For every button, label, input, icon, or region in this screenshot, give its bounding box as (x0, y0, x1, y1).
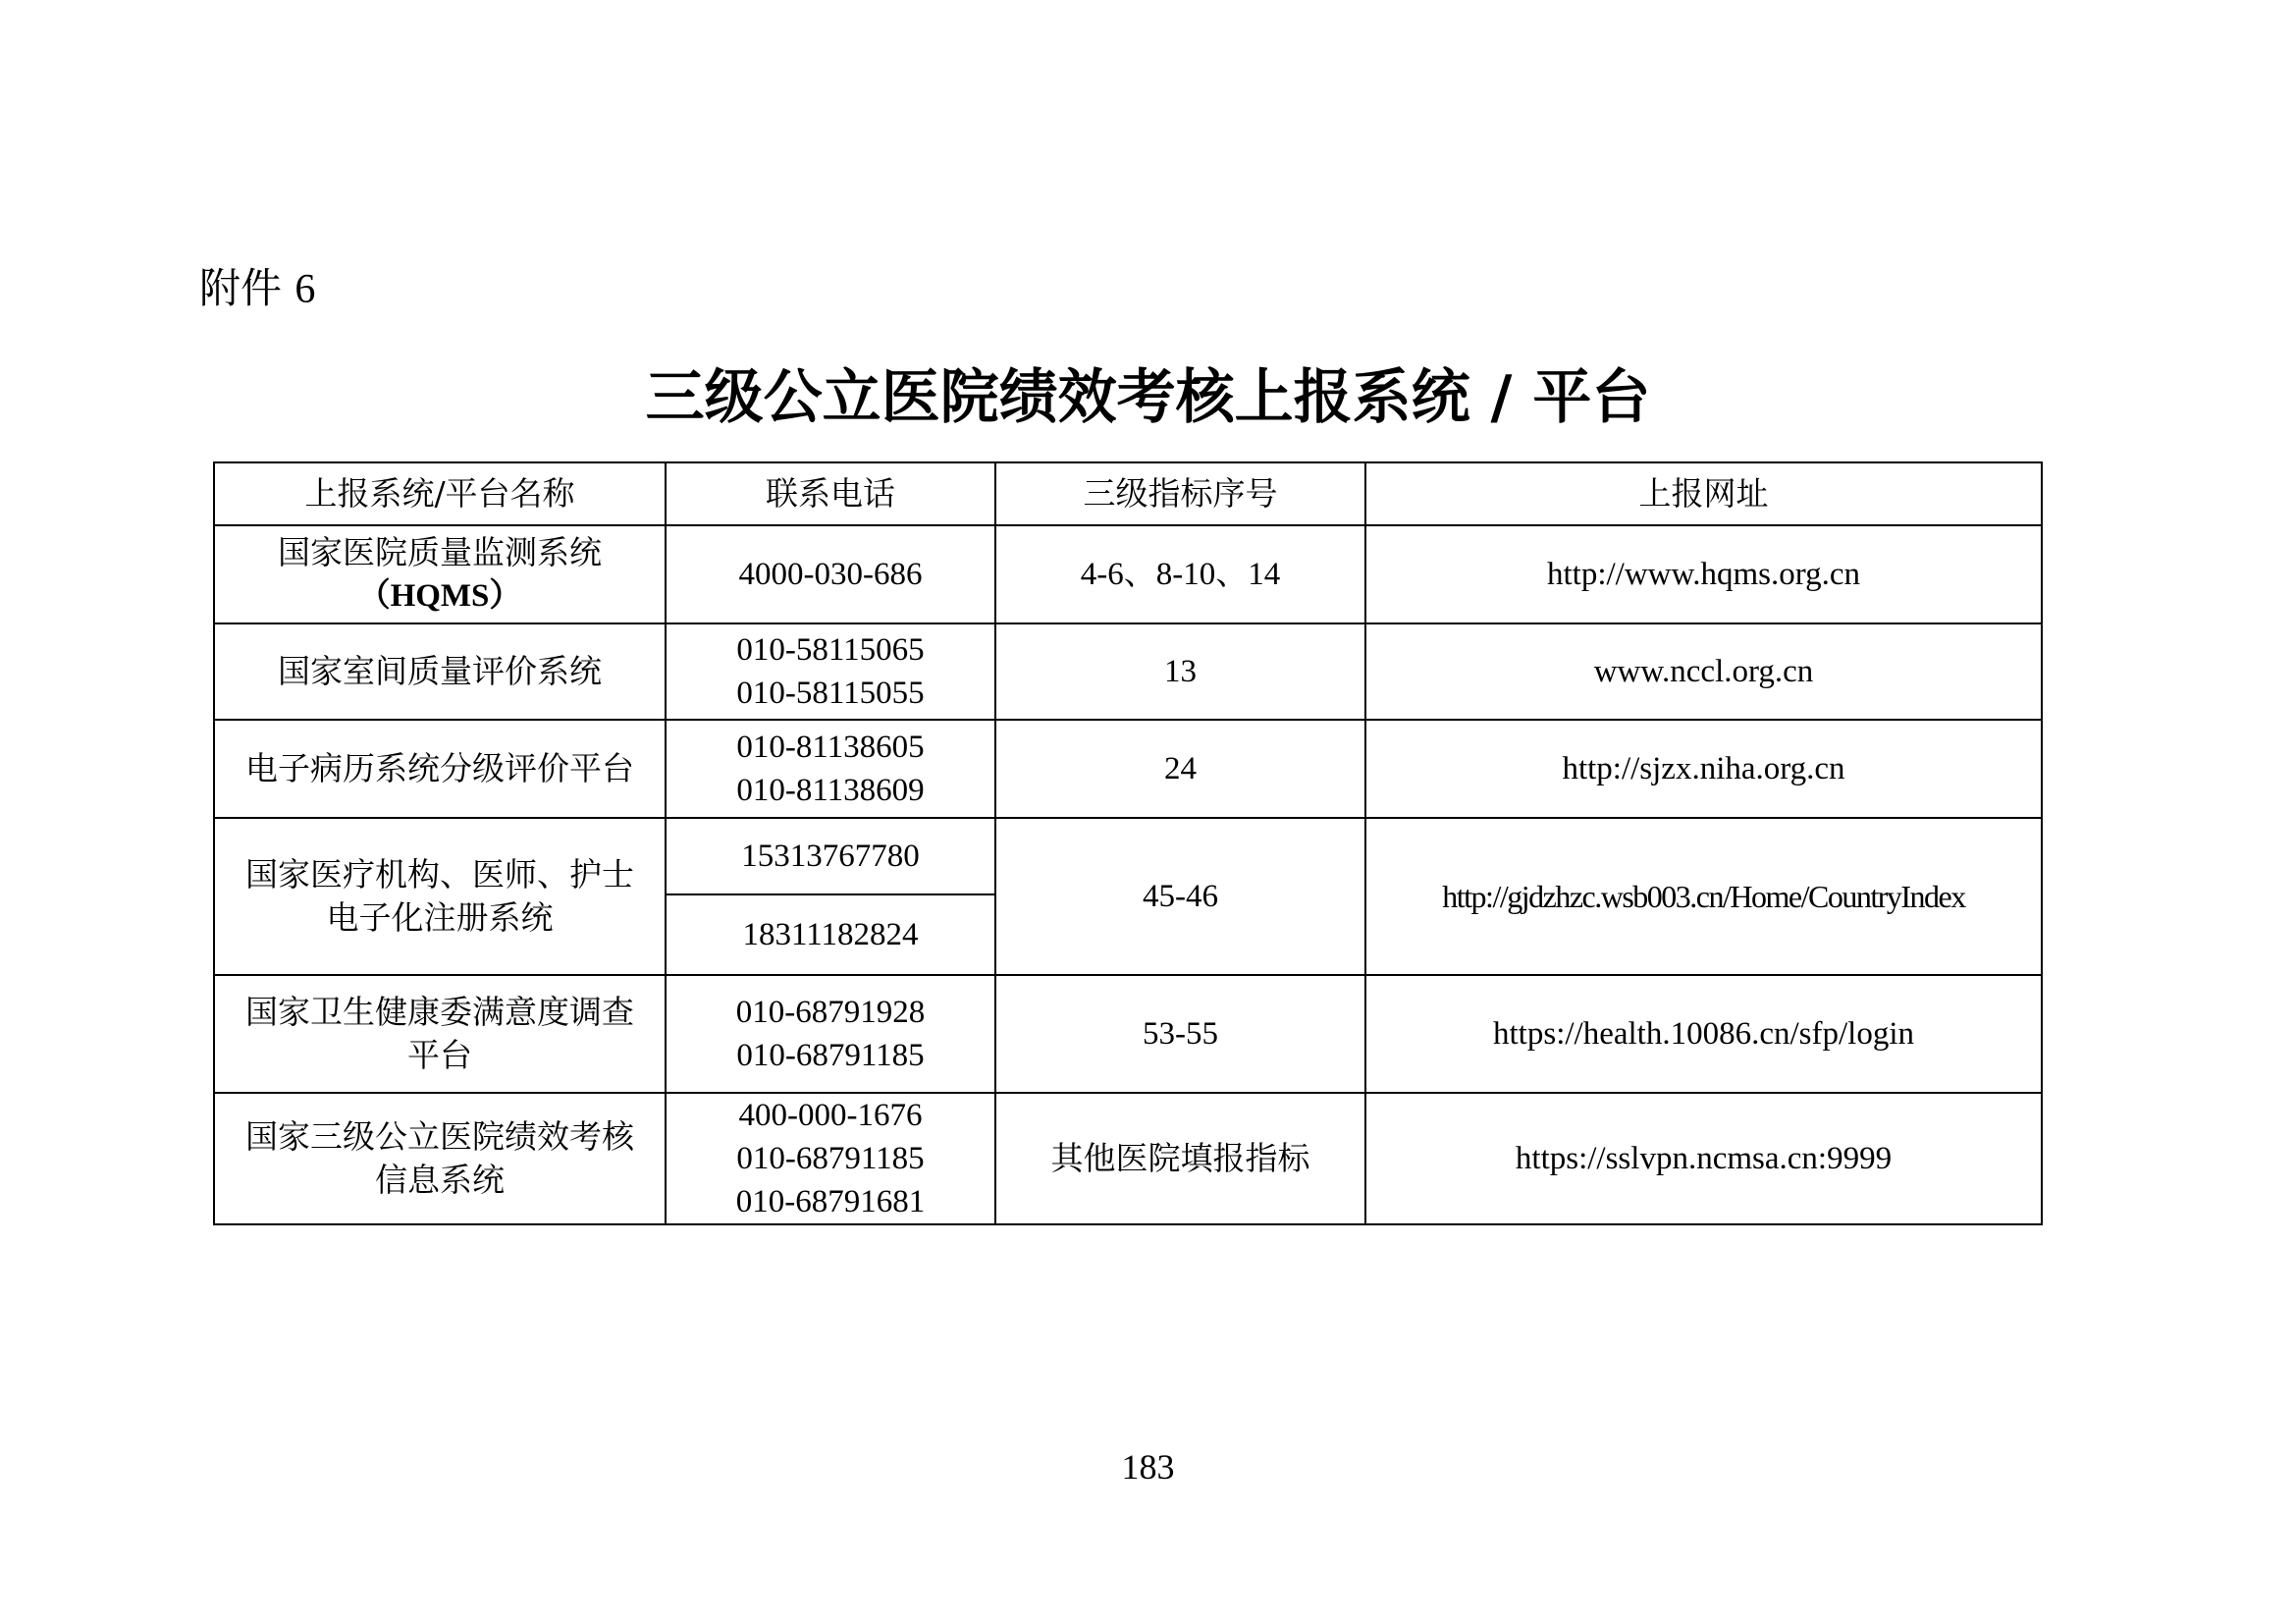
page-number: 183 (1121, 1447, 1175, 1487)
report-url-link[interactable]: https://health.10086.cn/sfp/login (1365, 975, 2042, 1093)
indicator-index-cell: 45-46 (995, 818, 1365, 975)
report-url-link[interactable]: http://www.hqms.org.cn (1365, 525, 2042, 623)
header-system-name: 上报系统/平台名称 (214, 462, 666, 525)
document-title: 三级公立医院绩效考核上报系统 / 平台 (645, 363, 1651, 432)
phone-number: 010-81138609 (736, 773, 925, 808)
report-url-link[interactable]: https://sslvpn.ncmsa.cn:9999 (1365, 1093, 2042, 1224)
system-name-cell (214, 1093, 666, 1224)
phone-number: 010-58115055 (736, 676, 925, 711)
system-name-line: 国家卫生健康委满意度调查 (245, 993, 634, 1031)
table-row (214, 623, 2042, 720)
phone-cell (666, 525, 995, 623)
phone-number: 010-68791681 (735, 1184, 926, 1219)
attachment-number: 6 (294, 267, 316, 312)
phone-number: 010-58115065 (736, 632, 925, 668)
phone-number: 010-68791185 (736, 1038, 925, 1073)
system-name-line: 电子化注册系统 (326, 898, 554, 937)
attachment-text: 附件 (199, 264, 283, 312)
table-header-row (214, 462, 2042, 525)
indicator-index-cell: 其他医院填报指标 (995, 1093, 1365, 1224)
indicator-index-cell: 13 (995, 623, 1365, 720)
phone-cell: 18311182824 (666, 894, 995, 975)
phone-number: 400-000-1676 (738, 1098, 923, 1133)
system-name-cell: 国家室间质量评价系统 (214, 623, 666, 720)
header-contact-phone: 联系电话 (666, 462, 995, 525)
reporting-systems-table (213, 461, 2043, 1225)
system-name: 国家医院质量监测系统 (278, 533, 602, 571)
system-name-cell: 电子病历系统分级评价平台 (214, 720, 666, 818)
system-name-cell (214, 975, 666, 1093)
phone-number: 010-68791928 (735, 995, 926, 1030)
phone-cell (666, 1093, 995, 1224)
header-indicator-index: 三级指标序号 (995, 462, 1365, 525)
indicator-index-cell: 24 (995, 720, 1365, 818)
phone-cell (666, 975, 995, 1093)
report-url-link[interactable]: www.nccl.org.cn (1365, 623, 2042, 720)
report-url-link[interactable]: http://sjzx.niha.org.cn (1365, 720, 2042, 818)
table-row (214, 1093, 2042, 1224)
phone-number: 010-68791185 (736, 1141, 925, 1176)
system-abbr: （HQMS） (357, 578, 522, 614)
system-name-line: 国家医疗机构、医师、护士 (245, 855, 634, 893)
phone-cell (666, 720, 995, 818)
system-name-cell (214, 525, 666, 623)
report-url-link[interactable]: http://gjdzhzc.wsb003.cn/Home/CountryIndex (1365, 818, 2042, 975)
phone-cell: 15313767780 (666, 818, 995, 894)
phone-number: 4000-030-686 (738, 557, 923, 592)
header-report-url: 上报网址 (1365, 462, 2042, 525)
phone-number: 010-81138605 (736, 730, 925, 765)
table-row (214, 975, 2042, 1093)
system-name-cell (214, 818, 666, 975)
system-name-line: 国家三级公立医院绩效考核 (245, 1117, 634, 1156)
table-row (214, 720, 2042, 818)
attachment-label (199, 261, 315, 317)
phone-cell (666, 623, 995, 720)
indicator-index-cell: 4-6、8-10、14 (995, 525, 1365, 623)
system-name-line: 信息系统 (375, 1161, 505, 1199)
table-row (214, 818, 2042, 894)
system-name-line: 平台 (407, 1036, 472, 1074)
indicator-index-cell: 53-55 (995, 975, 1365, 1093)
table-row (214, 525, 2042, 623)
